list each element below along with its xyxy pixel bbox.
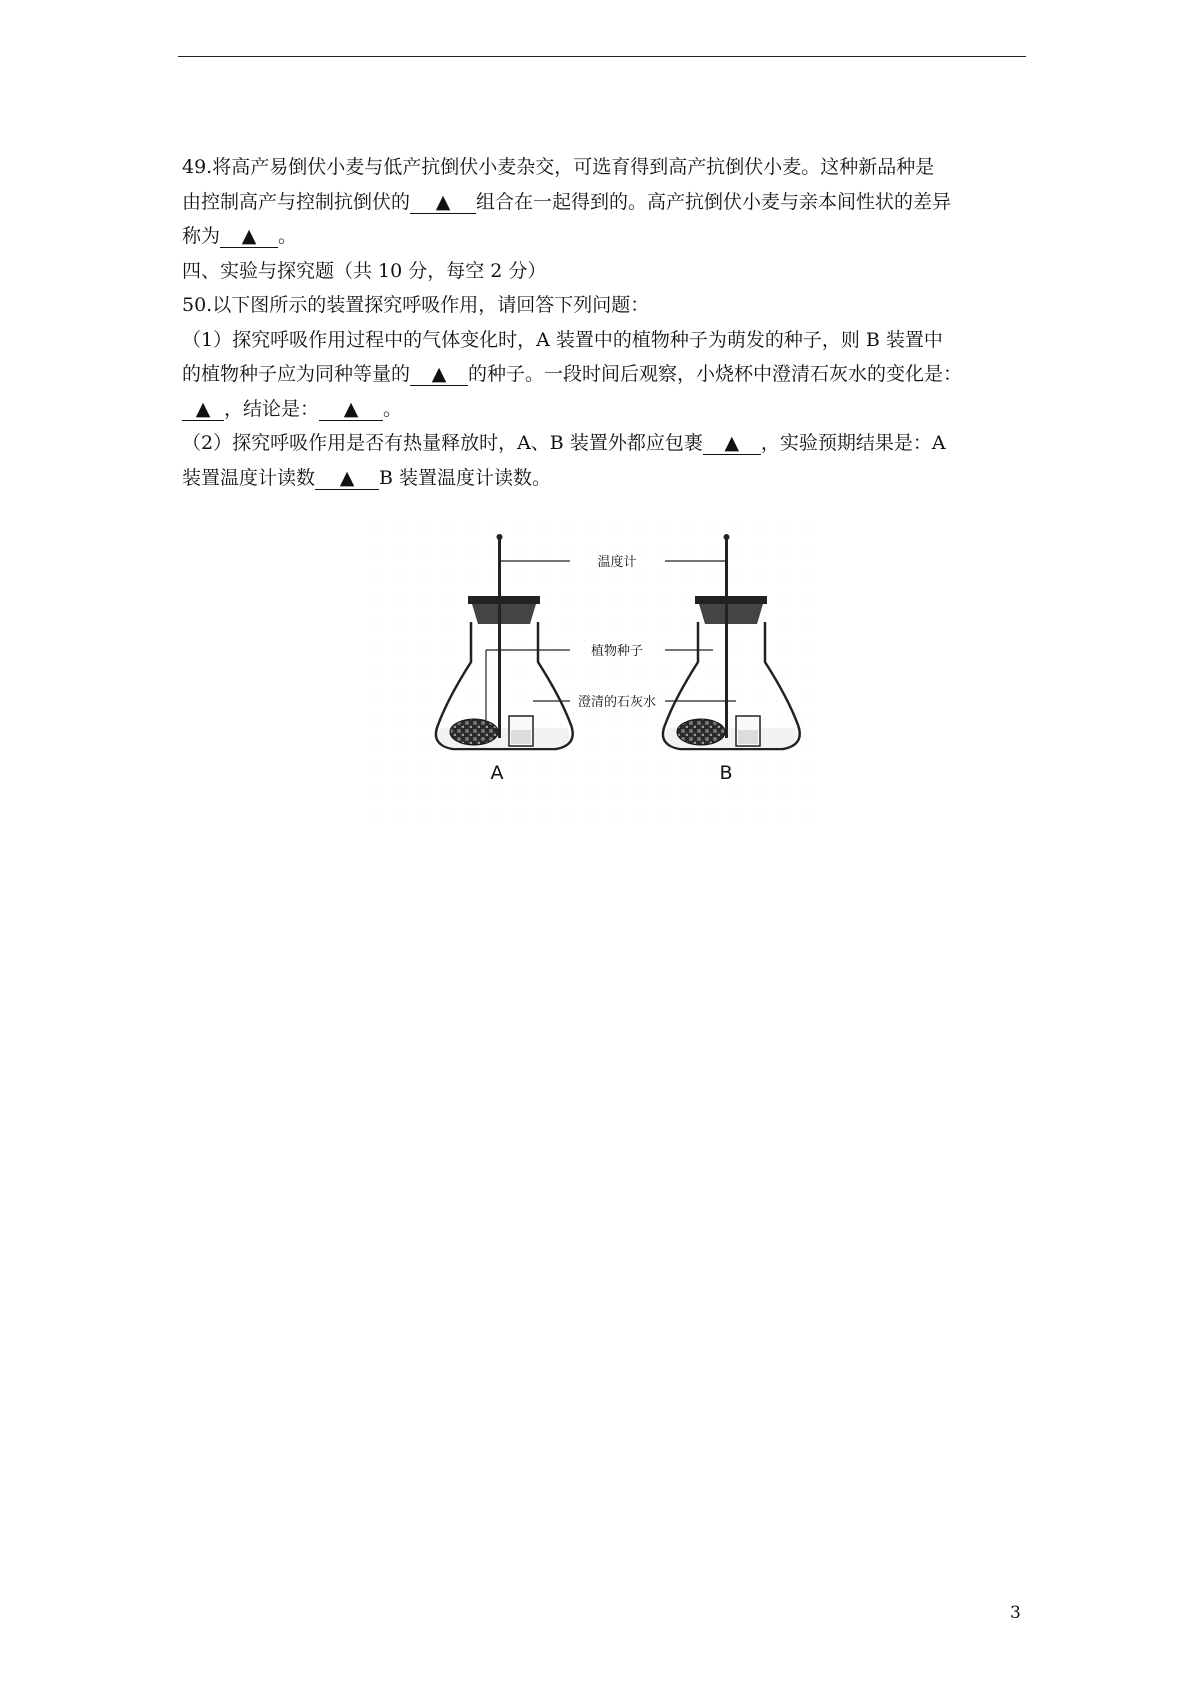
seeds-a — [450, 719, 498, 745]
flask-a-stopper — [472, 604, 536, 624]
answer-blank: ▲ — [315, 467, 379, 490]
answer-blank: ▲ — [182, 398, 224, 421]
flask-b-stopper — [699, 604, 763, 624]
question-50-part-1: （1）探究呼吸作用过程中的气体变化时，A 装置中的植物种子为萌发的种子，则 B 装置中 的植物种子应为同种等量的 ▲ 的种子。一段时间后观察，小烧杯中澄清石灰水的变化是： ▲ ，结论是： ▲ 。 — [182, 328, 963, 420]
question-50-part-2: （2）探究呼吸作用是否有热量释放时，A、B 装置外都应包裹 ▲ ，实验预期结果是：A 装置温度计读数 ▲ B 装置温度计读数。 — [182, 432, 946, 489]
limewater-b — [738, 730, 758, 744]
thermometer-a-icon — [498, 538, 501, 738]
label-a: A — [490, 762, 504, 784]
answer-blank: ▲ — [703, 432, 761, 455]
page-content — [182, 150, 1022, 495]
thermometer-a-tip — [497, 534, 503, 540]
question-49: 49.将高产易倒伏小麦与低产抗倒伏小麦杂交，可选育得到高产抗倒伏小麦。这种新品种是 由控制高产与控制抗倒伏的 ▲ 组合在一起得到的。高产抗倒伏小麦与亲本间性状的差异 称为 ▲ 。 — [182, 156, 952, 247]
answer-blank: ▲ — [319, 398, 383, 421]
section-4-title: 四、实验与探究题（共 10 分，每空 2 分） — [182, 259, 547, 282]
header-rule — [178, 56, 1026, 57]
label-thermometer: 温度计 — [597, 555, 637, 570]
seeds-b — [677, 719, 725, 745]
page-number: 3 — [1010, 1603, 1021, 1623]
answer-blank: ▲ — [410, 363, 468, 386]
question-50-stem: 50.以下图所示的装置探究呼吸作用，请回答下列问题： — [182, 294, 650, 316]
label-b: B — [719, 762, 733, 784]
limewater-a — [511, 730, 531, 744]
flask-b-stopper-top — [695, 596, 767, 604]
flask-a-stopper-top — [468, 596, 540, 604]
thermometer-b-icon — [725, 538, 728, 738]
answer-blank: ▲ — [410, 191, 476, 214]
figure-background — [368, 520, 814, 832]
apparatus-figure — [368, 520, 814, 832]
label-limewater: 澄清的石灰水 — [577, 695, 657, 710]
answer-blank: ▲ — [220, 225, 278, 248]
thermometer-b-tip — [724, 534, 730, 540]
label-seeds: 植物种子 — [590, 644, 644, 659]
